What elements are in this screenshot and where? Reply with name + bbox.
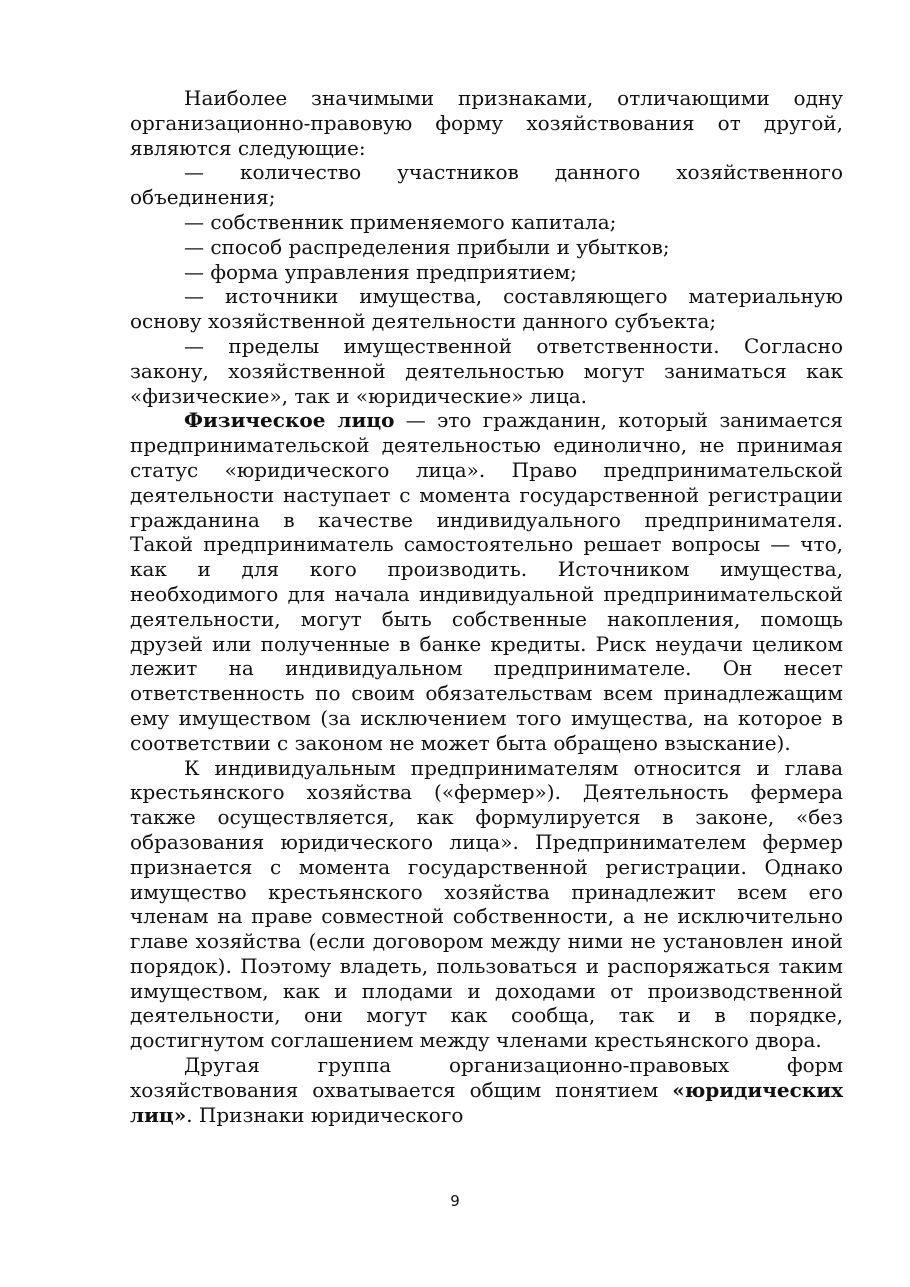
list-item-participants: — количество участников данного хозяйственного объединения; xyxy=(130,160,843,210)
paragraph-natural-person: Физическое лицо — это гражданин, который занимается предпринимательской деятельностью единолично, не принимая статус «юридического лица». Право предпринимательской деятельности наступает с момента государственной регистрации гражданина в качестве индивидуального предпринимателя. Такой предприниматель самостоятельно решает вопросы — что, как и для кого производить. Источником имущества, необходимого для начала индивидуальной предпринимательской деятельности, могут быть собственные накопления, помощь друзей или полученные в банке кредиты. Риск неудачи целиком лежит на индивидуальном предпринимателе. Он несет ответственность по своим обязательствам всем принадлежащим ему имуществом (за исключением того имущества, на которое в соответствии с законом не может быта обращено взыскание). xyxy=(130,408,844,755)
document-body xyxy=(130,86,843,1127)
paragraph-legal-entities: Другая группа организационно-правовых форм хозяйствования охватывается общим понятием «юридических лиц». Признаки юридического xyxy=(130,1053,843,1127)
list-item-liability: — пределы имущественной ответственности. Согласно закону, хозяйственной деятельностью могут заниматься как «физические», так и «юридические» лица. xyxy=(130,333,843,408)
list-item-property-sources: — источники имущества, составляющего материальную основу хозяйственной деятельности данного субъекта; xyxy=(130,284,843,334)
term-legal-entities: «юридических лиц» xyxy=(130,1077,843,1127)
list-item-profit: — способ распределения прибыли и убытков; xyxy=(184,234,670,259)
page-number: 9 xyxy=(450,1192,460,1210)
paragraph-intro: Наиболее значимыми признаками, отличающими одну организационно-правовую форму хозяйствования от другой, являются следующие: xyxy=(130,86,843,160)
list-item-management: — форма управления предприятием; xyxy=(184,259,577,284)
paragraph-farmer: К индивидуальным предпринимателям относится и глава крестьянского хозяйства («фермер»). Деятельность фермера также осуществляется, как формулируется в законе, «без образования юридического лица». Предпринимателем фермер признается с момента государственной регистрации. Однако имущество крестьянского хозяйства принадлежит всем его членам на праве совместной собственности, а не исключительно главе хозяйства (если договором между ними не установлен иной порядок). Поэтому владеть, пользоваться и распоряжаться таким имуществом, как и плодами и доходами от производственной деятельности, они могут как сообща, так и в порядке, достигнутом соглашением между членами крестьянского двора. xyxy=(130,755,843,1053)
term-natural-person: Физическое лицо xyxy=(184,408,395,433)
list-item-owner: — собственник применяемого капитала; xyxy=(184,209,617,234)
